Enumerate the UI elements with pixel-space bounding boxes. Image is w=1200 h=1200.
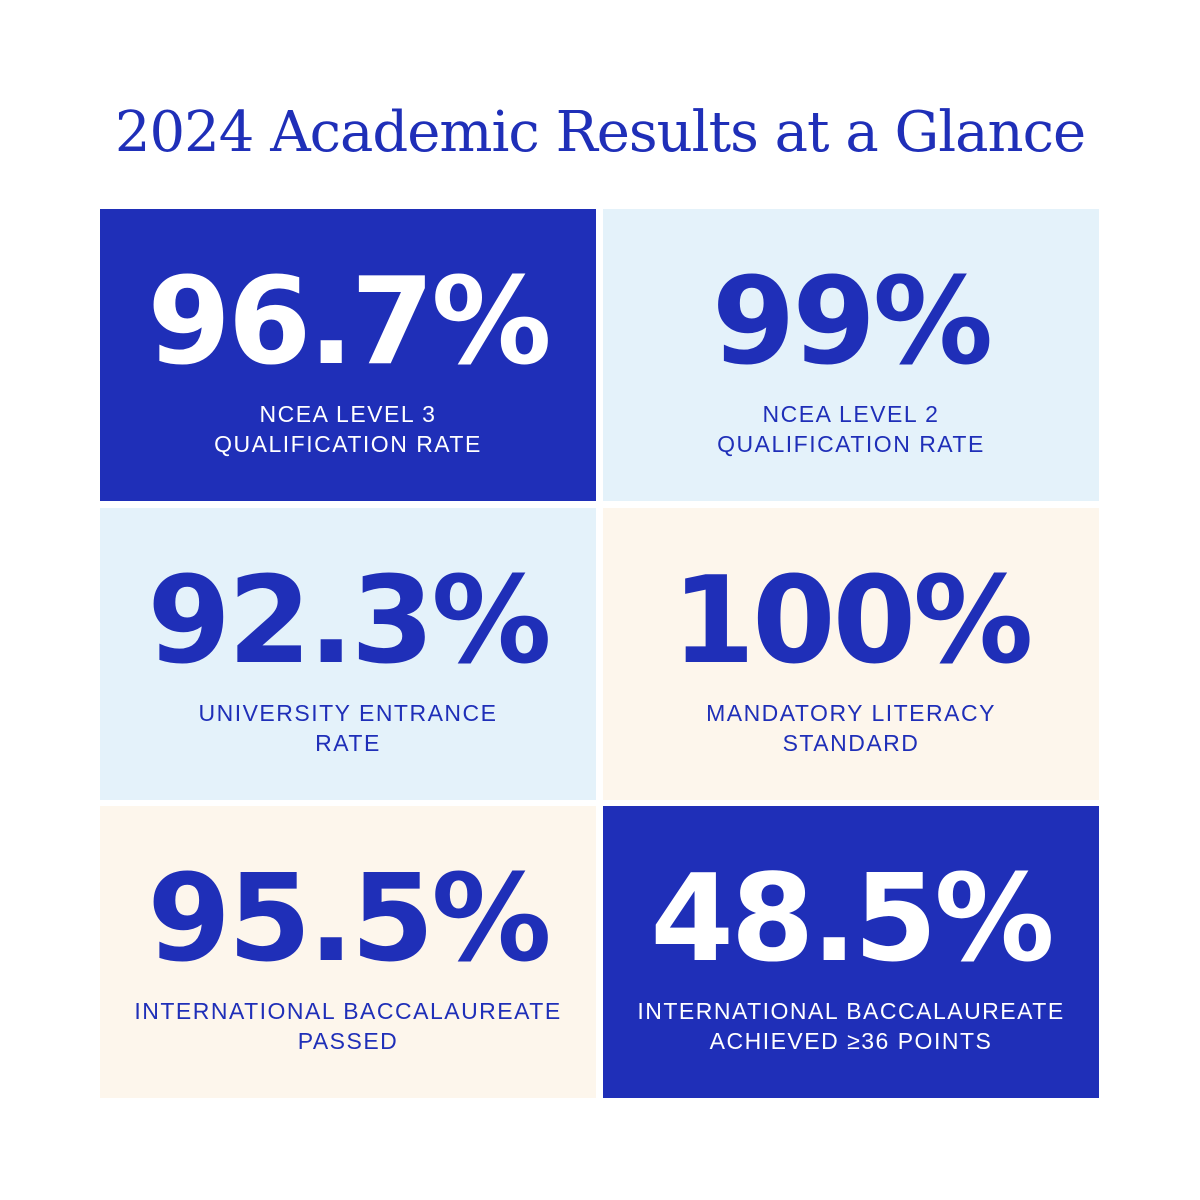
stat-label-line: NCEA LEVEL 3 [259, 401, 437, 427]
stat-label-line: MANDATORY LITERACY [706, 700, 996, 726]
stat-label-line: RATE [315, 730, 381, 756]
stat-label [100, 399, 596, 459]
stat-value: 95.5% [147, 850, 549, 989]
stat-label-line: UNIVERSITY ENTRANCE [198, 700, 498, 726]
stat-tile-ib-36-points [603, 806, 1099, 1098]
stat-label-line: INTERNATIONAL BACCALAUREATE [637, 998, 1065, 1024]
stat-label-line: INTERNATIONAL BACCALAUREATE [134, 998, 562, 1024]
stat-label-line: NCEA LEVEL 2 [762, 401, 940, 427]
stat-value: 48.5% [650, 850, 1052, 989]
stat-value: 100% [671, 552, 1031, 691]
stats-grid [100, 209, 1099, 1098]
stat-tile-ncea-level-2 [603, 209, 1099, 501]
stat-label [603, 399, 1099, 459]
stat-tile-university-entrance [100, 508, 596, 800]
stat-tile-mandatory-literacy [603, 508, 1099, 800]
stat-label-line: PASSED [297, 1028, 399, 1054]
stat-label [100, 698, 596, 758]
stat-tile-ncea-level-3 [100, 209, 596, 501]
stat-label-line: QUALIFICATION RATE [717, 431, 985, 457]
stat-tile-ib-passed [100, 806, 596, 1098]
page-title: 2024 Academic Results at a Glance [114, 100, 1086, 165]
stat-label-line: ACHIEVED ≥36 POINTS [709, 1028, 993, 1054]
stat-label [100, 996, 596, 1056]
stat-value: 99% [711, 253, 991, 392]
stat-label-line: QUALIFICATION RATE [214, 431, 482, 457]
stat-value: 96.7% [147, 253, 549, 392]
stat-label-line: STANDARD [782, 730, 920, 756]
stat-label [603, 698, 1099, 758]
stat-label [603, 996, 1099, 1056]
stat-value: 92.3% [147, 552, 549, 691]
